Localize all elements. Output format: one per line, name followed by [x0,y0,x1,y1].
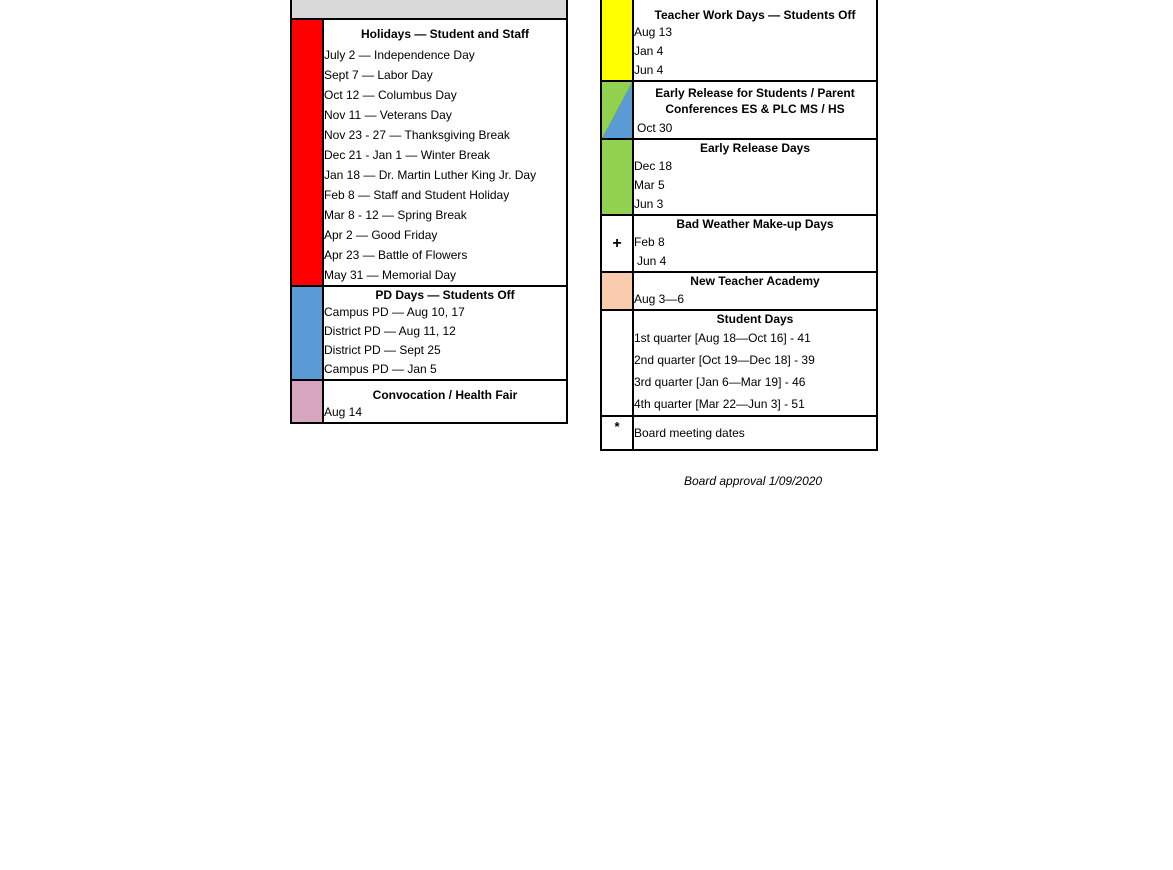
new-teacher-heading: New Teacher Academy [690,274,820,288]
bad-weather-heading: Bad Weather Make-up Days [676,217,834,231]
board-cell [633,416,877,450]
bad-weather-cell [633,215,877,272]
teacher-work-heading: Teacher Work Days — Students Off [654,8,856,22]
holidays-cell [323,19,567,286]
holiday-item: Nov 11 — Veterans Day [324,108,452,122]
student-days-item: 2nd quarter [Oct 19—Dec 18] - 39 [634,353,815,367]
early-release-item: Mar 5 [634,178,665,192]
convocation-swatch [291,380,323,423]
board-meeting-label: Board meeting dates [634,426,745,440]
early-release-item: Jun 3 [634,197,664,211]
holiday-item: Oct 12 — Columbus Day [324,88,457,102]
board-approval-note: Board approval 1/09/2020 [684,474,823,488]
holiday-item: Jan 18 — Dr. Martin Luther King Jr. Day [324,168,537,182]
legend-header-row [291,0,567,19]
holiday-item: May 31 — Memorial Day [324,268,457,282]
convocation-cell [323,380,567,423]
pd-days-row [291,286,567,380]
pd-days-cell [323,286,567,380]
convocation-heading: Convocation / Health Fair [372,388,518,402]
student-days-cell [633,310,877,416]
holiday-item: Nov 23 - 27 — Thanksgiving Break [324,128,510,142]
holiday-item: Sept 7 — Labor Day [324,68,433,82]
right-legend-table [600,0,878,451]
early-release-conf-cell [633,81,877,139]
new-teacher-swatch [601,272,633,310]
student-days-item: 4th quarter [Mar 22—Jun 3] - 51 [634,397,805,411]
holidays-row [291,19,567,286]
legend-header-cell [291,0,567,19]
pd-day-item: District PD — Aug 11, 12 [324,324,456,338]
convocation-item: Aug 14 [324,405,363,419]
new-teacher-item: Aug 3—6 [634,292,685,306]
teacher-work-item: Aug 13 [634,25,673,39]
new-teacher-row [601,272,877,310]
early-release-item: Dec 18 [634,159,673,173]
student-days-swatch [601,310,633,416]
holiday-item: Apr 2 — Good Friday [324,228,438,242]
left-legend-table [290,0,568,424]
early-release-row [601,139,877,215]
teacher-work-swatch [601,0,633,81]
pd-days-swatch [291,286,323,380]
early-release-conf-heading: Early Release for Students / Parent Conferences ES & PLC MS / HS [655,86,855,116]
early-release-conf-row [601,81,877,139]
bad-weather-symbol: + [601,215,633,272]
holidays-heading: Holidays — Student and Staff [360,27,529,41]
early-release-conf-item: Oct 30 [637,121,673,135]
holiday-item: Dec 21 - Jan 1 — Winter Break [324,148,491,162]
holidays-swatch [291,19,323,286]
student-days-item: 3rd quarter [Jan 6—Mar 19] - 46 [634,375,806,389]
pd-day-item: Campus PD — Jan 5 [324,362,437,376]
teacher-work-item: Jan 4 [634,44,664,58]
student-days-item: 1st quarter [Aug 18—Oct 16] - 41 [634,331,811,345]
holiday-item: Feb 8 — Staff and Student Holiday [324,188,510,202]
holiday-item: July 2 — Independence Day [324,48,475,62]
bad-weather-row [601,215,877,272]
pd-days-heading: PD Days — Students Off [375,288,515,302]
early-release-swatch [601,139,633,215]
pd-day-item: District PD — Sept 25 [324,343,441,357]
bad-weather-item: Feb 8 [634,235,665,249]
holiday-item: Mar 8 - 12 — Spring Break [324,208,467,222]
convocation-row [291,380,567,423]
student-days-heading: Student Days [716,312,794,326]
student-days-row [601,310,877,416]
pd-day-item: Campus PD — Aug 10, 17 [324,305,465,319]
teacher-work-cell [633,0,877,81]
teacher-work-item: Jun 4 [634,63,664,77]
early-release-conf-swatch [601,81,633,139]
teacher-work-row [601,0,877,81]
early-release-cell [633,139,877,215]
holiday-item: Apr 23 — Battle of Flowers [324,248,468,262]
board-meeting-symbol: * [601,416,633,450]
early-release-heading: Early Release Days [699,141,811,155]
bad-weather-item: Jun 4 [637,254,667,268]
board-row [601,416,877,450]
new-teacher-cell [633,272,877,310]
